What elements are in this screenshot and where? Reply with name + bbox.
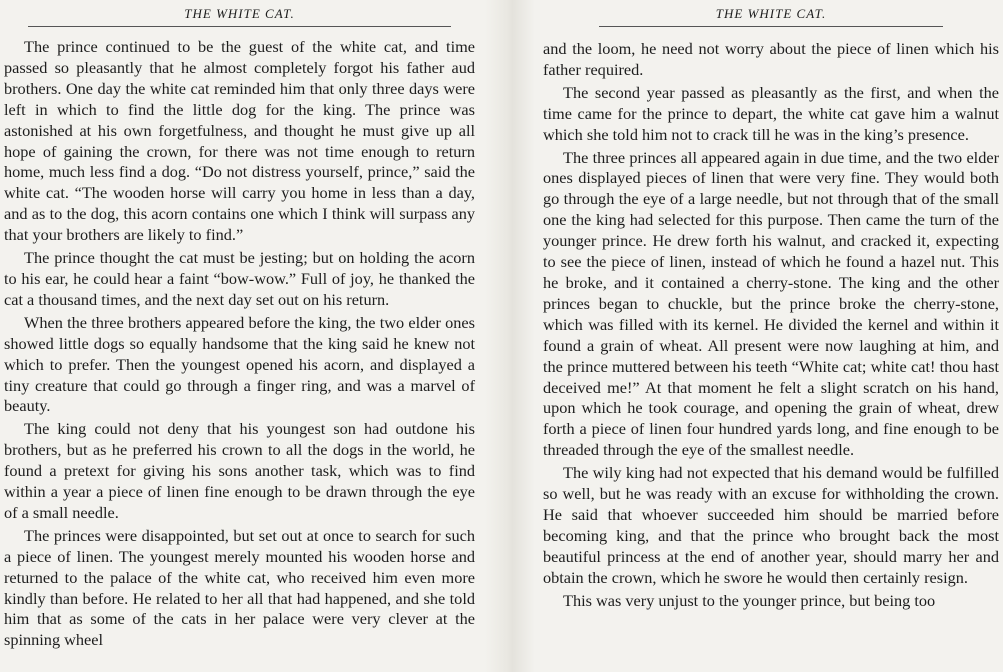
book-gutter — [485, 0, 535, 672]
left-page — [0, 0, 485, 672]
running-head-left: THE WHITE CAT. — [184, 6, 295, 21]
paragraph: When the three brothers appeared before the king, the two elder ones showed little dogs so equally handsome that the king said he knew not which to prefer. Then the youngest opened his acorn, and displayed a tiny creature that could go through a finger ring, and was a marvel of beauty. — [4, 312, 475, 416]
paragraph: The wily king had not expected that his demand would be fulfilled so well, but he was ready with an excuse for withholding the crown. He said that whoever succeeded him should be married before becoming king, and that the prince who brought back the most beautiful princess at the end of another year, should marry her and obtain the crown, which he swore he would then certainly resign. — [543, 463, 999, 587]
paragraph: The second year passed as pleasantly as the first, and when the time came for the prince to depart, the white cat gave him a walnut which she told him not to crack till he was in the king’s presence. — [543, 82, 999, 144]
paragraph: The three princes all appeared again in due time, and the two elder ones displayed pieces of linen that were very fine. They would both go through the eye of a large needle, but not through that of the small one the king had selected for this purpose. Then came the turn of the younger prince. He drew forth his walnut, and cracked it, expecting to see the piece of linen, instead of which he found a hazel nut. This he broke, and it contained a cherry-stone. The king and the other princes began to chuckle, but the prince broke the cherry-stone, which was filled with its kernel. He divided the kernel and within it found a grain of wheat. All present were now laughing at him, and the prince muttered between his teeth “White cat; white cat! thou hast deceived me!” At that moment he felt a slight scratch on his hand, upon which he took courage, and opening the grain of wheat, drew forth a piece of linen four hundred yards long, and fine enough to be threaded through the eye of the smallest needle. — [543, 147, 999, 460]
paragraph: The princes were disappointed, but set out at once to search for such a piece of linen. The youngest merely mounted his wooden horse and returned to the palace of the white cat, who received him even more kindly than before. He related to her all that had happened, and she told him that as some of the cats in her palace were very clever at the spinning wheel — [4, 525, 475, 650]
paragraph: The prince continued to be the guest of the white cat, and time passed so pleasantly that he almost completely forgot his father aud brothers. One day the white cat reminded him that only three days were left in which to find the little dog for the king. The prince was astonished at his own forgetfulness, and thought he must give up all hope of gaining the crown, for there was not time enough to return home, much less find a dog. “Do not distress yourself, prince,” said the white cat. “The wooden horse will carry you home in less than a day, and as to the dog, this acorn contains one which I think will surpass any that your brothers are likely to find.” — [4, 37, 475, 245]
right-page — [535, 0, 1003, 672]
continued-paragraph: and the loom, he need not worry about the piece of linen which his father required. — [543, 39, 999, 79]
header-rule-right — [599, 26, 943, 27]
paragraph: The king could not deny that his youngest son had outdone his brothers, but as he preferred his crown to all the dogs in the world, he found a pretext for giving his sons another task, which was to find within a year a piece of linen fine enough to be drawn through the eye of a small needle. — [4, 419, 475, 522]
right-page-text — [543, 39, 999, 611]
header-rule-left — [28, 26, 451, 27]
running-head-right: THE WHITE CAT. — [715, 6, 827, 21]
paragraph: This was very unjust to the younger prince, but being too — [563, 590, 936, 610]
left-page-text — [4, 37, 475, 651]
paragraph: The prince thought the cat must be jesting; but on holding the acorn to his ear, he could hear a faint “bow-wow.” Full of joy, he thanked the cat a thousand times, and the next day set out on his return. — [4, 248, 475, 309]
